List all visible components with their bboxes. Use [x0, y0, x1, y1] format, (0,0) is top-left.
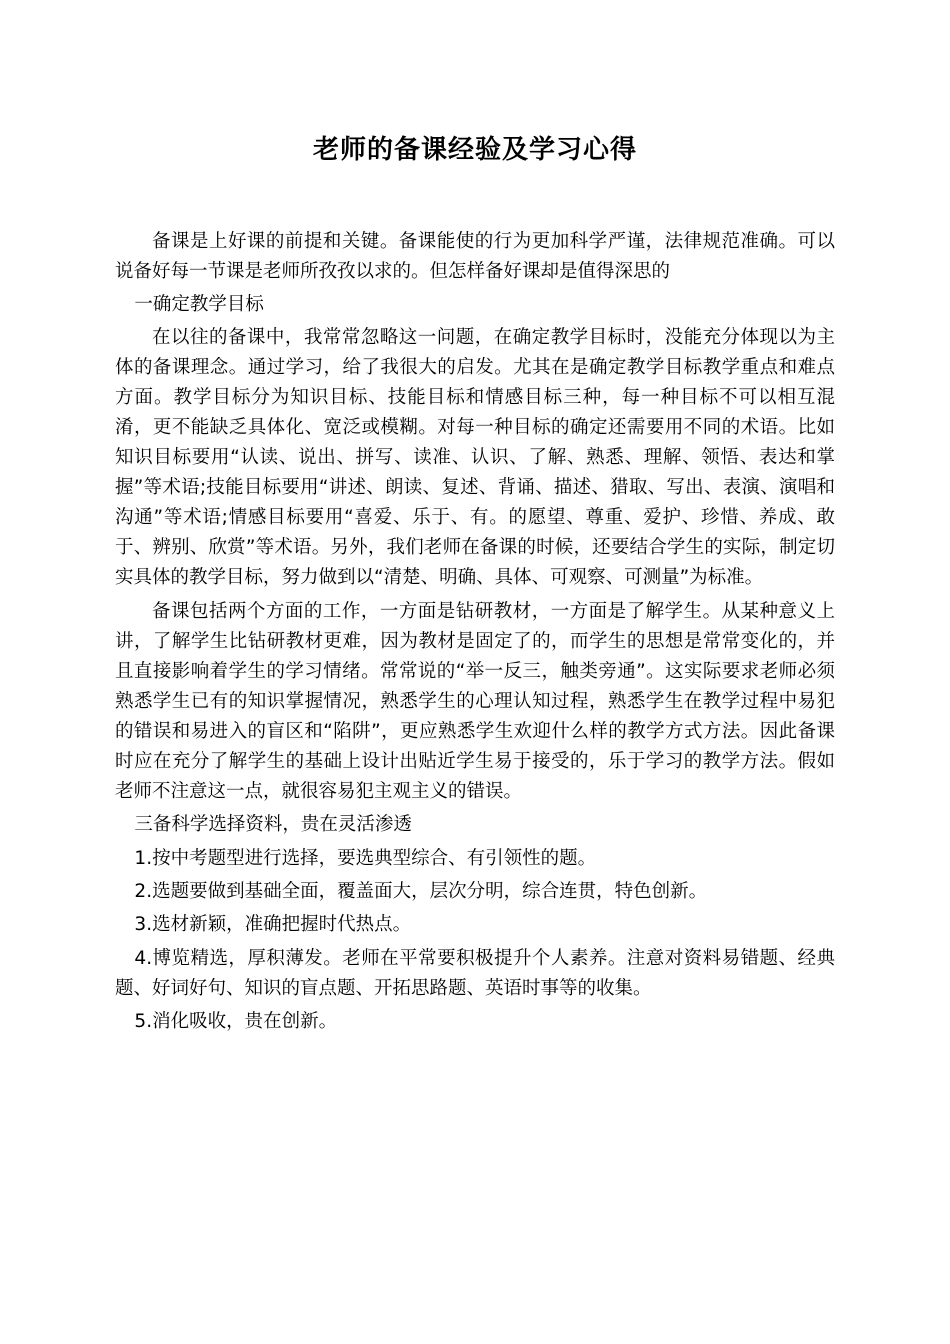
section-heading-materials: 三备科学选择资料，贵在灵活渗透: [134, 814, 412, 836]
document-body: [115, 225, 835, 1039]
list-item-4: 4.博览精选，厚积薄发。老师在平常要积极提升个人素养。注意对资料易错题、经典题、好词好句、知识的盲点题、开拓思路题、英语时事等的收集。: [115, 947, 835, 999]
list-item-1: 1.按中考题型进行选择，要选典型综合、有引领性的题。: [134, 847, 597, 869]
list-item-3: 3.选材新颖，准确把握时代热点。: [134, 914, 412, 936]
section-heading-objectives: 一确定教学目标: [134, 294, 264, 316]
paragraph-students: 备课包括两个方面的工作，一方面是钻研教材，一方面是了解学生。从某种意义上讲，了解学生比钻研教材更难，因为教材是固定了的，而学生的思想是常常变化的，并且直接影响着学生的学习情绪。常常说的“举一反三，触类旁通”。这实际要求老师必须熟悉学生已有的知识掌握情况，熟悉学生的心理认知过程，熟悉学生在教学过程中易犯的错误和易进入的盲区和“陷阱”，更应熟悉学生欢迎什么样的教学方式方法。因此备课时应在充分了解学生的基础上设计出贴近学生易于接受的，乐于学习的教学方法。假如老师不注意这一点，就很容易犯主观主义的错误。: [115, 600, 835, 802]
paragraph-intro: 备课是上好课的前提和关键。备课能使的行为更加科学严谨，法律规范准确。可以说备好每一节课是老师所孜孜以求的。但怎样备好课却是值得深思的: [115, 230, 835, 282]
paragraph-objectives: 在以往的备课中，我常常忽略这一问题，在确定教学目标时，没能充分体现以为主体的备课理念。通过学习，给了我很大的启发。尤其在是确定教学目标教学重点和难点方面。教学目标分为知识目标、技能目标和情感目标三种，每一种目标不可以相互混淆，更不能缺乏具体化、宽泛或模糊。对每一种目标的确定还需要用不同的术语。比如知识目标要用“认读、说出、拼写、读准、认识、了解、熟悉、理解、领悟、表达和掌握”等术语;技能目标要用“讲述、朗读、复述、背诵、描述、猎取、写出、表演、演唱和沟通”等术语;情感目标要用“喜爱、乐于、有。的愿望、尊重、爱护、珍惜、养成、敢于、辨别、欣赏”等术语。另外，我们老师在备课的时候，还要结合学生的实际，制定切实具体的教学目标，努力做到以“清楚、明确、具体、可观察、可测量”为标准。: [115, 327, 835, 589]
list-item-5: 5.消化吸收，贵在创新。: [134, 1011, 338, 1033]
page-title: 老师的备课经验及学习心得: [312, 135, 637, 165]
list-item-2: 2.选题要做到基础全面，覆盖面大，层次分明，综合连贯，特色创新。: [134, 880, 708, 902]
